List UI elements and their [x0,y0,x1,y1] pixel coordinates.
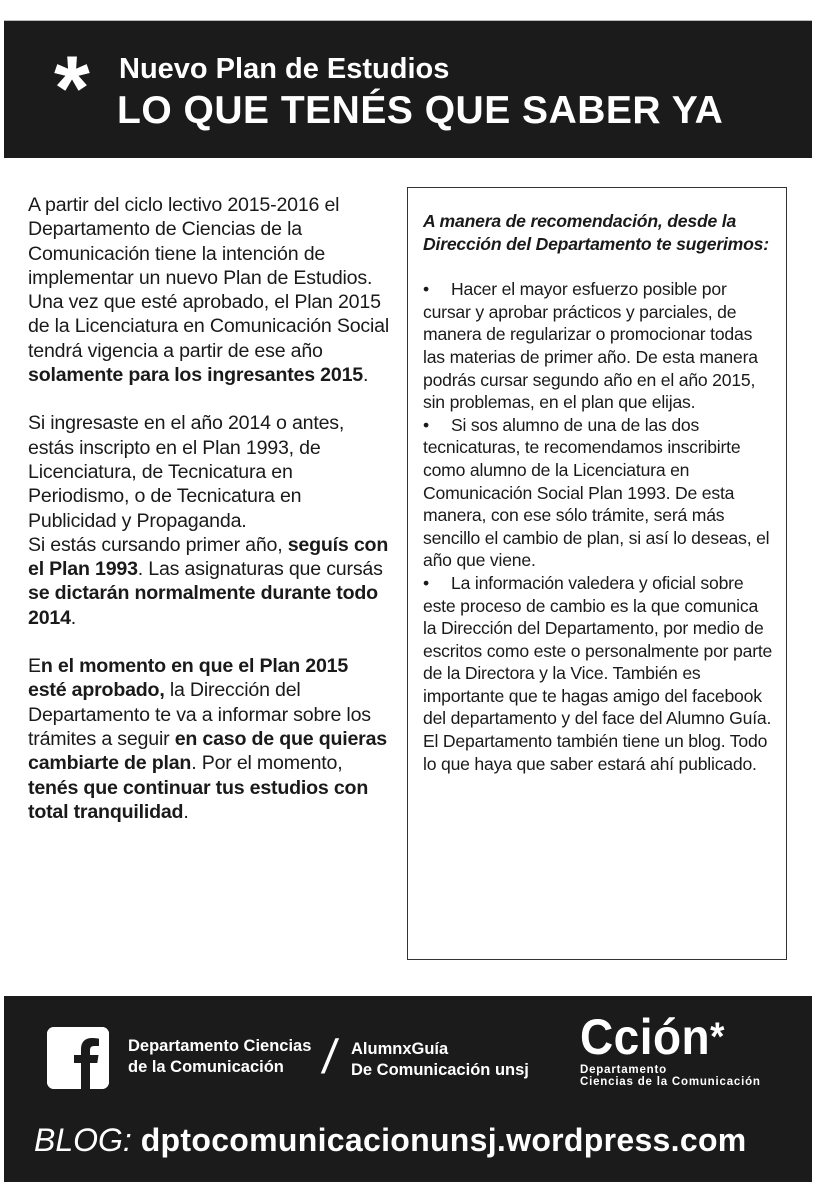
bold-text: en caso de que quieras cambiarte de plan [28,727,387,775]
brand-subtitle: Departamento [580,1064,667,1076]
text: De Comunicación unsj [351,1061,529,1079]
text: . [70,606,77,629]
text: Una vez que esté aprobado, el Plan 2015 de la Licenciatura en Comunicación Social tendrá vigencia a partir de ese año [28,291,390,362]
left-column [28,193,390,848]
bullet-icon: • [423,572,429,593]
recommendation-item [423,414,774,572]
paragraph-plan-1993 [28,411,390,630]
blog-label: BLOG: [34,1122,132,1158]
facebook-page-alumno-guia[interactable] [351,1039,529,1081]
bold-text: tenés que continuar tus estudios con total tranquilidad [28,776,369,823]
text: Departamento Ciencias [128,1037,312,1055]
header-subtitle: Nuevo Plan de Estudios [119,53,450,85]
text: de la Comunicación [128,1058,284,1076]
footer-band [4,996,812,1182]
brand-wordmark [580,1010,746,1064]
recommendation-item [423,572,774,775]
bold-text: seguís con el Plan 1993 [28,533,389,581]
bold-text: solamente para los ingresantes 2015 [28,364,363,387]
recommendation-item [423,278,774,414]
text: . Las asignaturas que cursás [137,558,383,581]
recommendation-text: Hacer el mayor esfuerzo posible por cursar y aprobar prácticos y parciales, de manera de regularizar o promocionar todas las materias de primer año. De esta manera podrás cursar segundo año en el año 2015, sin problemas, en el plan que elijas. [423,279,758,413]
facebook-icon[interactable] [47,1027,109,1089]
recommendation-heading: A manera de recomendación, desde la Dirección del Departamento te sugerimos: [423,211,769,254]
text: E [28,655,41,678]
brand-subtitle: Ciencias de la Comunicación [580,1076,761,1088]
header-title: LO QUE TENÉS QUE SABER YA [117,89,724,132]
flyer-page [4,20,812,1181]
text: AlumnxGuía [351,1040,449,1058]
recommendation-text: Si sos alumno de una de las dos tecnicaturas, te recomendamos inscribirte como alumno de la Licenciatura en Comunicación Social Plan 1993. De esta manera, con ese sólo trámite, será más sencillo el cambio de plan, si así lo deseas, el año que viene. [423,414,770,571]
paragraph-plan-2015 [28,193,390,387]
bold-text: n el momento en que el Plan 2015 esté aprobado, [28,655,349,702]
brand-asterisk: * [710,1015,725,1059]
facebook-page-department[interactable] [128,1036,311,1078]
bullet-icon: • [423,279,429,300]
text: . [183,800,189,823]
text: la Dirección del Departamento te va a informar sobre los trámites a seguir [28,679,371,750]
text: Si ingresaste en el año 2014 o antes, estás inscripto en el Plan 1993, de Licenciatura, de Tecnicatura en Periodismo, o de Tecnicatura en Publicidad y Propaganda. [28,412,345,532]
text: Si estás cursando primer año, [28,533,288,556]
header-band [4,21,812,158]
recommendation-box [407,187,787,960]
bold-text: se dictarán normalmente durante todo 2014 [28,582,378,629]
text: . Por el momento, [191,752,343,775]
brand-logo [580,1010,761,1088]
paragraph-next-steps [28,654,390,824]
brand-word: Cción [580,1009,711,1065]
recommendation-text: La información valedera y oficial sobre este proceso de cambio es la que comunica la Dirección del Departamento, por medio de escritos como este o personalmente por parte de la Directora y la Vice. También es importante que te hagas amigo del facebook del departamento y del face del Alumno Guía. El Departamento también tiene un blog. Todo lo que haya que saber estará ahí publicado. [423,572,773,774]
asterisk-icon: * [54,38,90,140]
bullet-icon: • [423,414,429,435]
text: A partir del ciclo lectivo 2015-2016 el Departamento de Ciencias de la Comunicación tiene la intención de implementar un nuevo Plan de Estudios. [28,194,373,289]
text: . [362,364,369,387]
blog-link[interactable]: dptocomunicacionunsj.wordpress.com [140,1122,747,1158]
divider-slash: / [319,1031,341,1084]
blog-line [34,1120,747,1160]
